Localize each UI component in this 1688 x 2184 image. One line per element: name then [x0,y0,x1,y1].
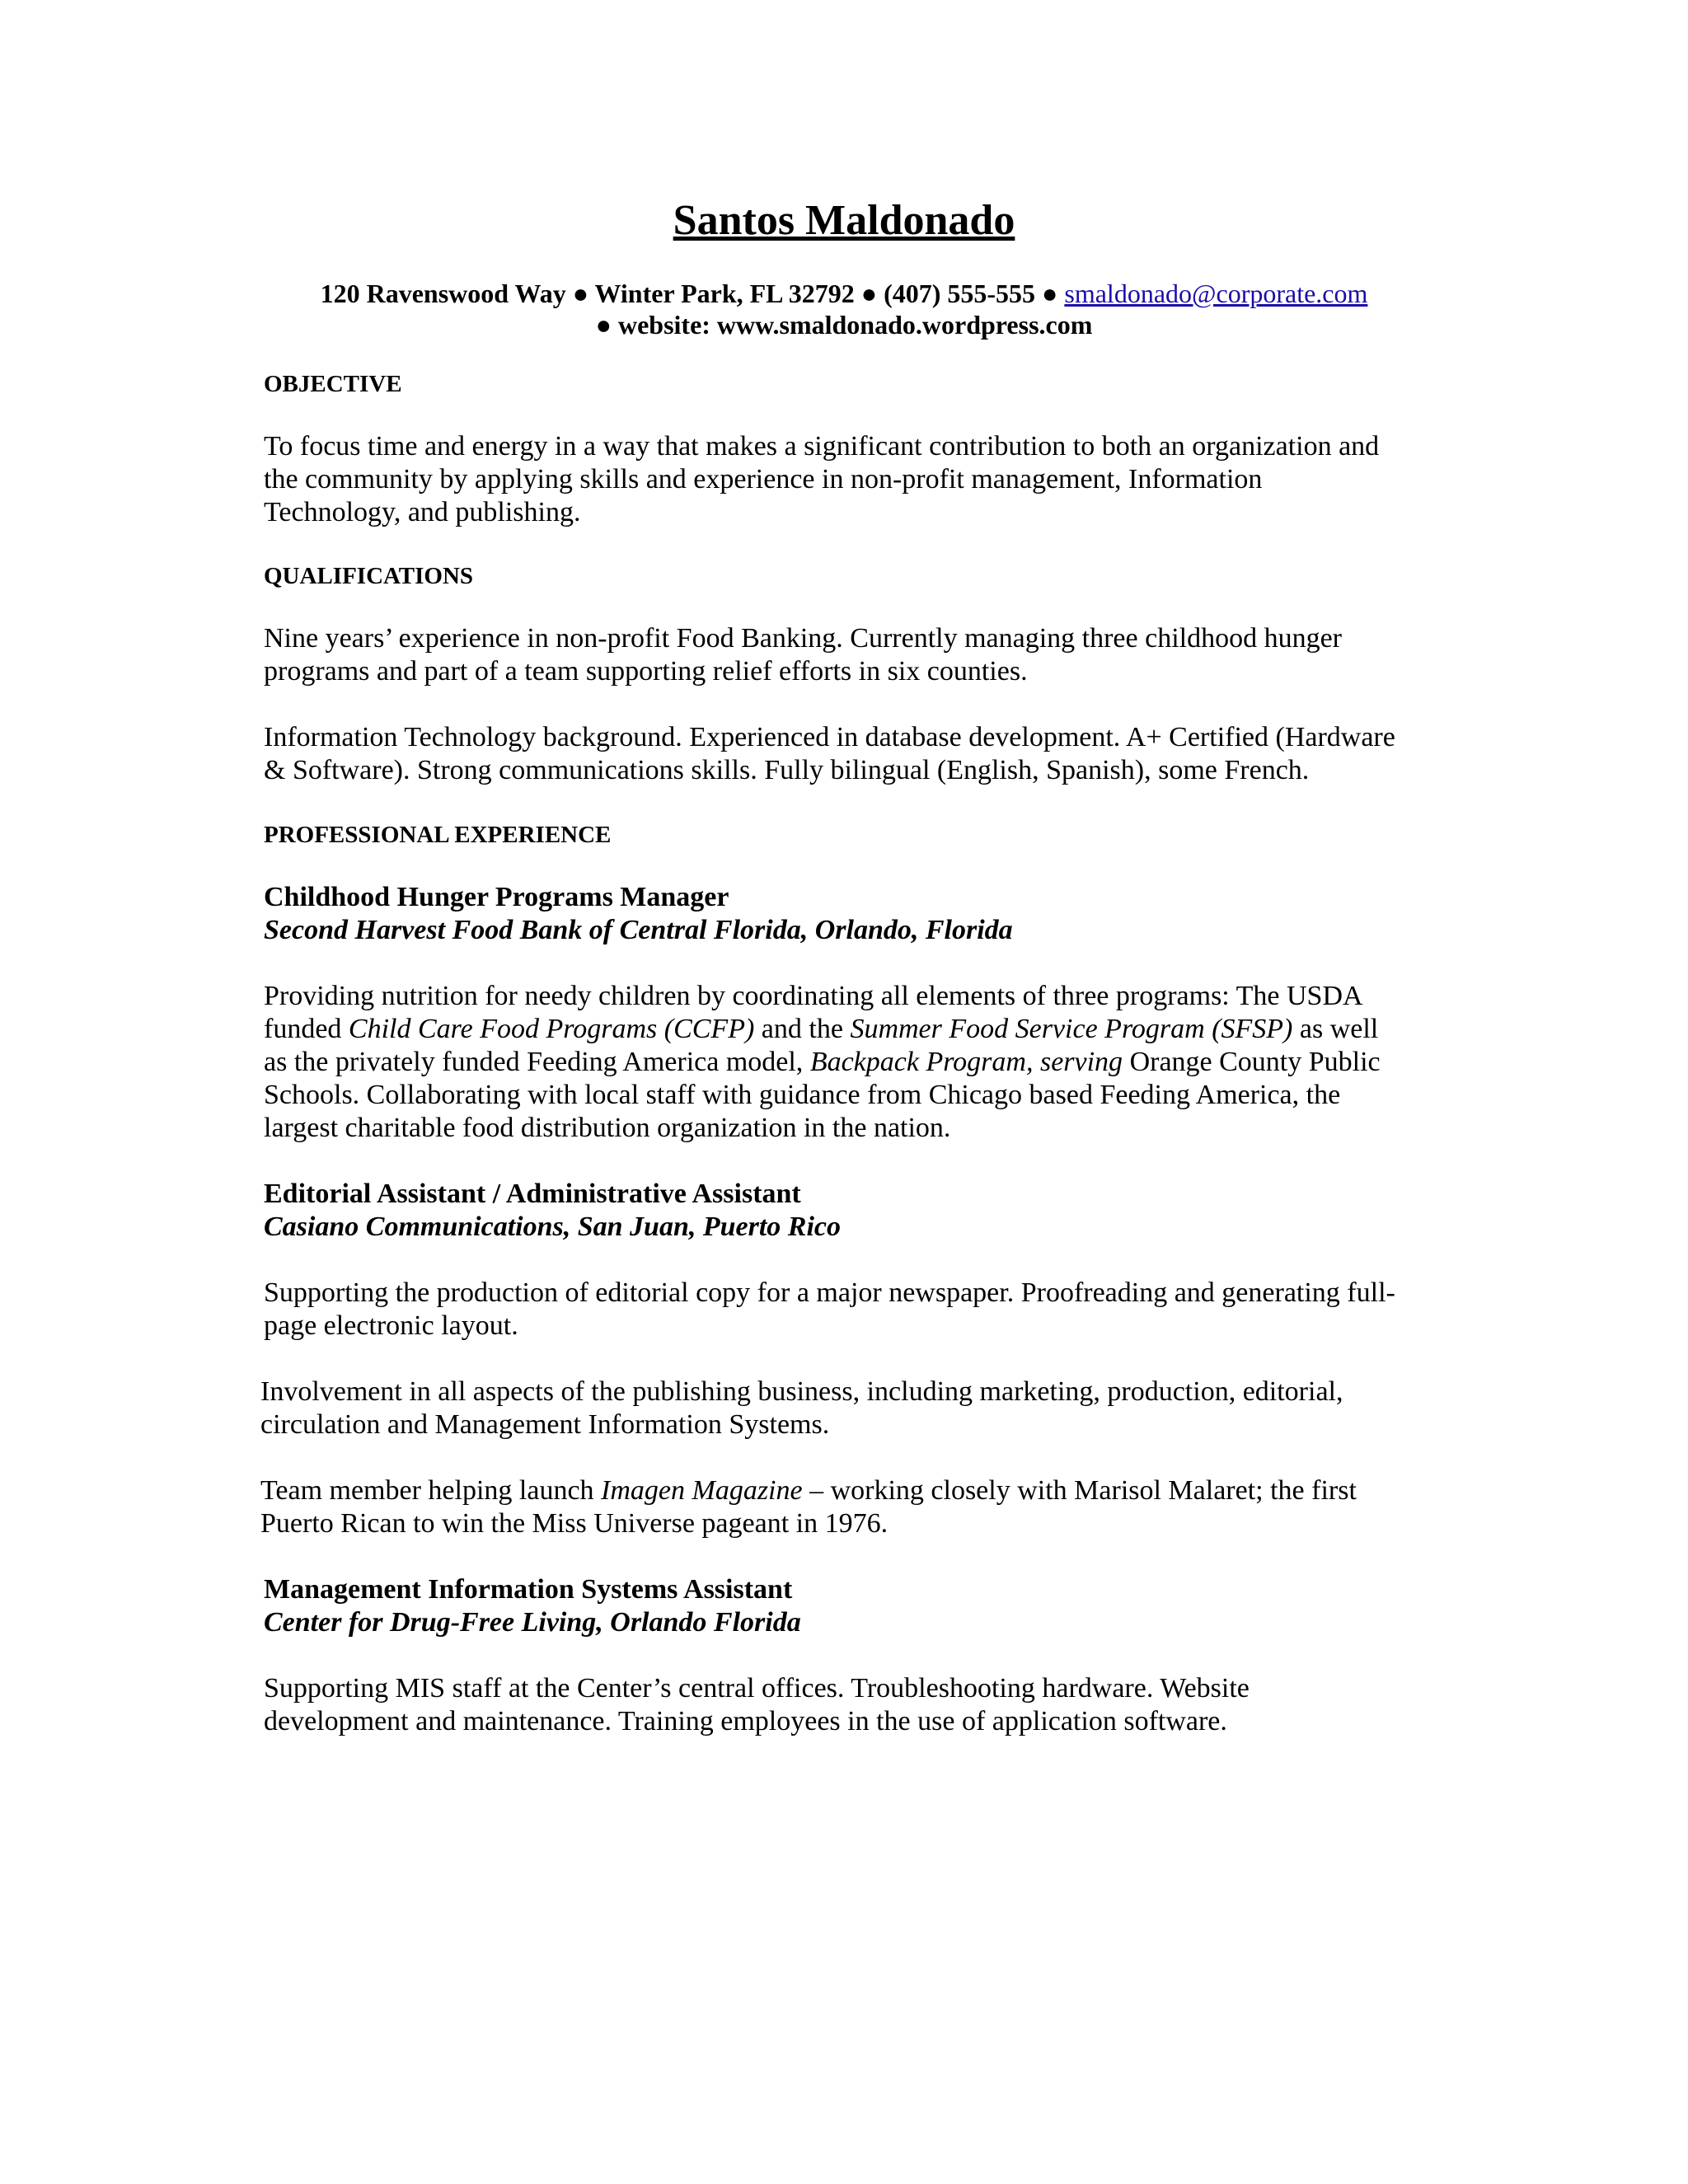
text-run: funded [264,1014,349,1044]
experience-heading: PROFESSIONAL EXPERIENCE [264,822,612,848]
objective-text [264,430,1379,529]
job-title: Management Information Systems Assistant [264,1574,793,1605]
resume-name: Santos Maldonado [673,197,1015,244]
qualifications-line: Information Technology background. Experienced in database development. A+ Certified (Hardware [264,722,1395,752]
text-run: and the [754,1014,851,1044]
text-run: Orange County Public [1123,1047,1381,1077]
qualifications-line: Nine years’ experience in non-profit Food Banking. Currently managing three childhood hunger [264,623,1343,654]
magazine-name: Imagen Magazine [601,1475,803,1506]
objective-heading: OBJECTIVE [264,371,402,397]
job-title: Childhood Hunger Programs Manager [264,882,729,912]
text-run: as the privately funded Feeding America model, [264,1047,810,1077]
text-run: Team member helping launch [260,1475,602,1506]
email-link[interactable]: smaldonado@corporate.com [1064,279,1368,308]
job-description-line: circulation and Management Information Systems. [260,1409,830,1440]
job-description [264,1672,1250,1738]
job-description [264,1277,1395,1343]
qualifications-paragraph-1 [264,622,1342,688]
program-name: Child Care Food Programs (CCFP) [348,1014,755,1044]
qualifications-paragraph-2 [264,721,1395,787]
job-description-line: Puerto Rican to win the Miss Universe pageant in 1976. [260,1508,889,1539]
contact-address-phone: 120 Ravenswood Way ● Winter Park, FL 32792 ● (407) 555-555 ● [320,279,1065,308]
qualifications-line: programs and part of a team supporting relief efforts in six counties. [264,656,1028,687]
job-description-line [264,1046,1381,1079]
job-organization: Center for Drug-Free Living, Orlando Florida [264,1607,801,1638]
program-name: Summer Food Service Program (SFSP) [850,1014,1293,1044]
job-description-line: largest charitable food distribution organization in the nation. [264,1113,951,1143]
job-description [260,1376,1343,1441]
job-description-line [264,1013,1381,1046]
contact-website: ● website: www.smaldonado.wordpress.com [595,310,1093,340]
job-description [264,980,1381,1145]
job-description-line: Involvement in all aspects of the publishing business, including marketing, production, editorial, [260,1376,1343,1407]
objective-line: the community by applying skills and experience in non-profit management, Information [264,464,1263,494]
objective-line: Technology, and publishing. [264,497,581,527]
qualifications-line: & Software). Strong communications skills. Fully bilingual (English, Spanish), some French. [264,755,1310,785]
job-description-line: Schools. Collaborating with local staff with guidance from Chicago based Feeding America, the [264,1080,1341,1110]
job-title: Editorial Assistant / Administrative Assistant [264,1179,801,1209]
job-description-line: Supporting the production of editorial copy for a major newspaper. Proofreading and generating full- [264,1277,1395,1308]
job-organization: Second Harvest Food Bank of Central Florida, Orlando, Florida [264,915,1013,945]
job-description-line [260,1474,1357,1507]
objective-line: To focus time and energy in a way that makes a significant contribution to both an organization and [264,431,1380,462]
job-description-line: Providing nutrition for needy children by coordinating all elements of three programs: The USDA [264,981,1363,1011]
contact-line-1 [0,277,1688,310]
text-run: – working closely with Marisol Malaret; the first [802,1475,1357,1506]
job-description-line: page electronic layout. [264,1310,518,1341]
qualifications-heading: QUALIFICATIONS [264,563,474,589]
program-name: Backpack Program, serving [809,1047,1123,1077]
job-description-line: development and maintenance. Training employees in the use of application software. [264,1706,1227,1736]
job-description-line: Supporting MIS staff at the Center’s central offices. Troubleshooting hardware. Website [264,1673,1250,1704]
job-description [260,1474,1357,1540]
job-organization: Casiano Communications, San Juan, Puerto Rico [264,1212,842,1242]
text-run: as well [1292,1014,1379,1044]
